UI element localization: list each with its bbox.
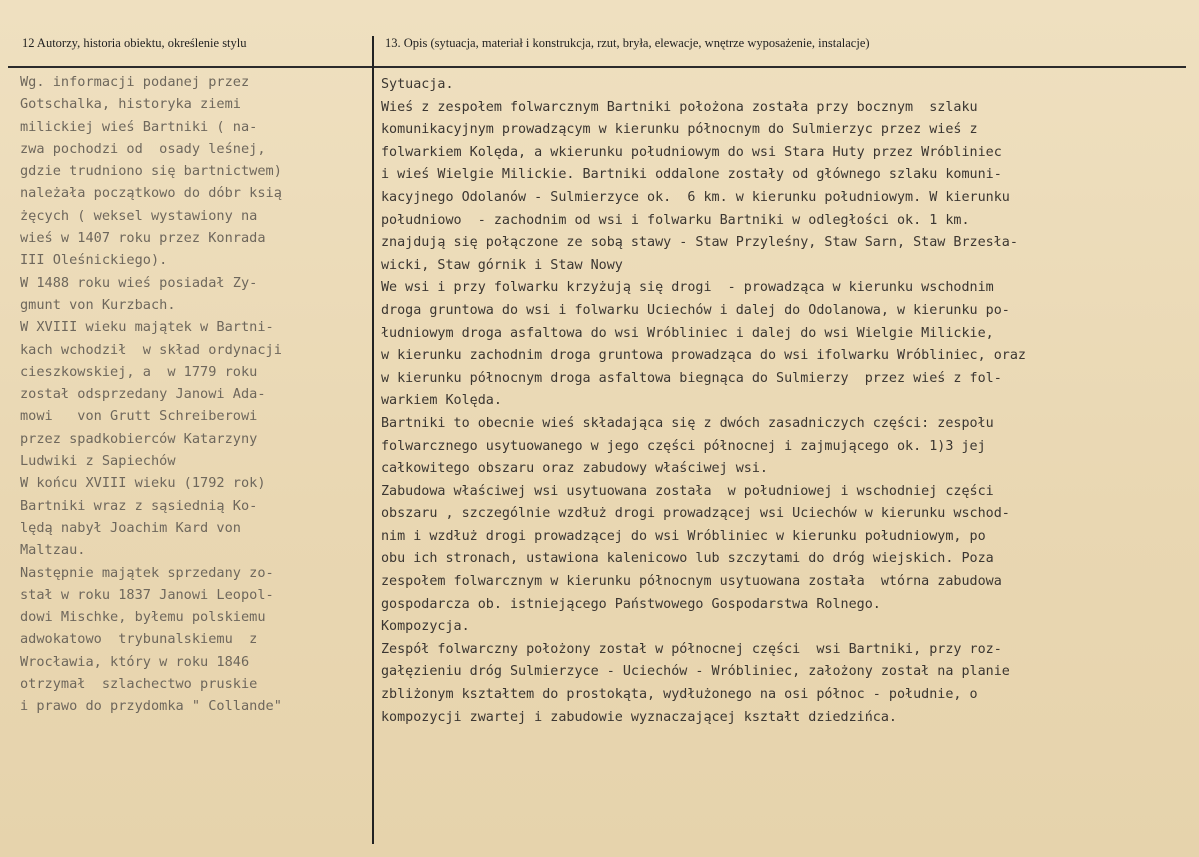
history-line: Wg. informacji podanej przez [20, 74, 250, 90]
description-line: obu ich stronach, ustawiona kalenicowo lub szczytami do dróg wiejskich. Poza [381, 551, 994, 567]
description-line: kacyjnego Odolanów - Sulmierzyce ok. 6 km. w kierunku południowym. W kierunku [381, 189, 1010, 205]
description-line: folwarcznego usytuowanego w jego części północnej i zajmującego ok. 1)3 jej [381, 438, 986, 454]
history-line: Bartniki wraz z sąsiednią Ko- [20, 497, 258, 514]
history-line: i prawo do przydomka " Collande" [20, 698, 282, 715]
column-divider [372, 36, 374, 844]
description-line: folwarkiem Kolęda, a wkierunku południowym do wsi Stara Huty przez Wróbliniec [381, 144, 1002, 160]
history-line: przez spadkobierców Katarzyny [20, 430, 258, 447]
history-line: cieszkowskiej, a w 1779 roku [20, 363, 258, 380]
description-line: kompozycji zwartej i zabudowie wyznaczającej kształt dziedzińca. [381, 709, 897, 725]
history-line: wieś w 1407 roku przez Konrada [20, 230, 266, 247]
description-line: wicki, Staw górnik i Staw Nowy [381, 257, 623, 273]
description-text-column [381, 74, 1191, 729]
header-divider-left [8, 66, 372, 68]
description-line: warkiem Kolęda. [381, 393, 502, 409]
history-line: należała początkowo do dóbr ksią [20, 185, 282, 202]
history-line: stał w roku 1837 Janowi Leopol- [20, 586, 274, 603]
history-line: otrzymał szlachectwo pruskie [20, 676, 258, 693]
history-line: milickiej wieś Bartniki ( na- [20, 118, 258, 135]
description-line: droga gruntowa do wsi i folwarku Uciechów i dalej do Odolanowa, w kierunku po- [381, 302, 1010, 318]
description-line: znajdują się połączone ze sobą stawy - Staw Przyleśny, Staw Sarn, Staw Brzesła- [381, 235, 1018, 251]
history-line: Ludwiki z Sapiechów [20, 453, 176, 470]
description-line: Sytuacja. [381, 77, 454, 92]
history-line: Wrocławia, który w roku 1846 [20, 653, 250, 670]
description-line: łudniowym droga asfaltowa do wsi Wróbliniec i dalej do wsi Wielgie Milickie, [381, 325, 994, 341]
history-line: Następnie majątek sprzedany zo- [20, 564, 274, 581]
header-divider-right [374, 66, 1186, 68]
history-line: W końcu XVIII wieku (1792 rok) [20, 475, 266, 492]
history-line: Maltzau. [20, 542, 86, 559]
history-line: gmunt von Kurzbach. [20, 296, 176, 313]
history-line: W 1488 roku wieś posiadał Zy- [20, 274, 258, 291]
history-line: został odsprzedany Janowi Ada- [20, 386, 266, 403]
history-line: Gotschalka, historyka ziemi [20, 96, 241, 113]
description-line: Zespół folwarczny położony został w północnej części wsi Bartniki, przy roz- [381, 641, 1002, 657]
history-line: lędą nabył Joachim Kard von [20, 519, 241, 536]
history-line: mowi von Grutt Schreiberowi [20, 408, 258, 425]
description-line: gospodarcza ob. istniejącego Państwowego Gospodarstwa Rolnego. [381, 596, 881, 612]
description-line: zespołem folwarcznym w kierunku północnym usytuowana została wtórna zabudowa [381, 574, 1002, 590]
section-12-header: 12 Autorzy, historia obiektu, określenie stylu [22, 36, 247, 50]
description-line: gałęzieniu dróg Sulmierzyce - Uciechów - Wróbliniec, założony został na planie [381, 664, 1010, 680]
description-line: nim i wzdłuż drogi prowadzącej do wsi Wróbliniec w kierunku południowym, po [381, 528, 986, 544]
history-line: adwokatowo trybunalskiemu z [20, 631, 258, 648]
description-line: zbliżonym kształtem do prostokąta, wydłużonego na osi północ - południe, o [381, 687, 978, 703]
section-13-header: 13. Opis (sytuacja, materiał i konstrukcja, rzut, bryła, elewacje, wnętrze wyposażenie, instalacje) [385, 36, 870, 50]
description-line: w kierunku północnym droga asfaltowa biegnąca do Sulmierzy przez wieś z fol- [381, 370, 1002, 386]
description-line: We wsi i przy folwarku krzyżują się drogi - prowadząca w kierunku wschodnim [381, 280, 994, 296]
description-line: komunikacyjnym prowadzącym w kierunku północnym do Sulmierzyc przez wieś z [381, 122, 978, 138]
description-line: Bartniki to obecnie wieś składająca się z dwóch zasadniczych części: zespołu [381, 415, 994, 431]
history-line: W XVIII wieku majątek w Bartni- [20, 319, 274, 336]
description-line: Zabudowa właściwej wsi usytuowana została w południowej i wschodniej części [381, 483, 994, 499]
description-line: i wieś Wielgie Milickie. Bartniki oddalone zostały od głównego szlaku komuni- [381, 167, 1002, 183]
history-text-column [20, 71, 365, 718]
history-line: dowi Mischke, byłemu polskiemu [20, 609, 266, 626]
history-line: żęcych ( weksel wystawiony na [20, 207, 258, 224]
description-line: obszaru , szczególnie wzdłuż drogi prowadzącej wsi Uciechów w kierunku wschod- [381, 506, 1010, 522]
history-line: gdzie trudniono się bartnictwem) [20, 163, 282, 180]
history-line: kach wchodził w skład ordynacji [20, 341, 282, 358]
description-line: południowo - zachodnim od wsi i folwarku Bartniki w odległości ok. 1 km. [381, 212, 970, 228]
description-line: w kierunku zachodnim droga gruntowa prowadząca do wsi ifolwarku Wróbliniec, oraz [381, 348, 1026, 364]
history-line: III Oleśnickiego). [20, 252, 168, 269]
description-line: Kompozycja. [381, 619, 470, 635]
description-line: całkowitego obszaru oraz zabudowy właściwej wsi. [381, 461, 768, 477]
description-line: Wieś z zespołem folwarcznym Bartniki położona została przy bocznym szlaku [381, 99, 978, 115]
history-line: zwa pochodzi od osady leśnej, [20, 140, 266, 157]
